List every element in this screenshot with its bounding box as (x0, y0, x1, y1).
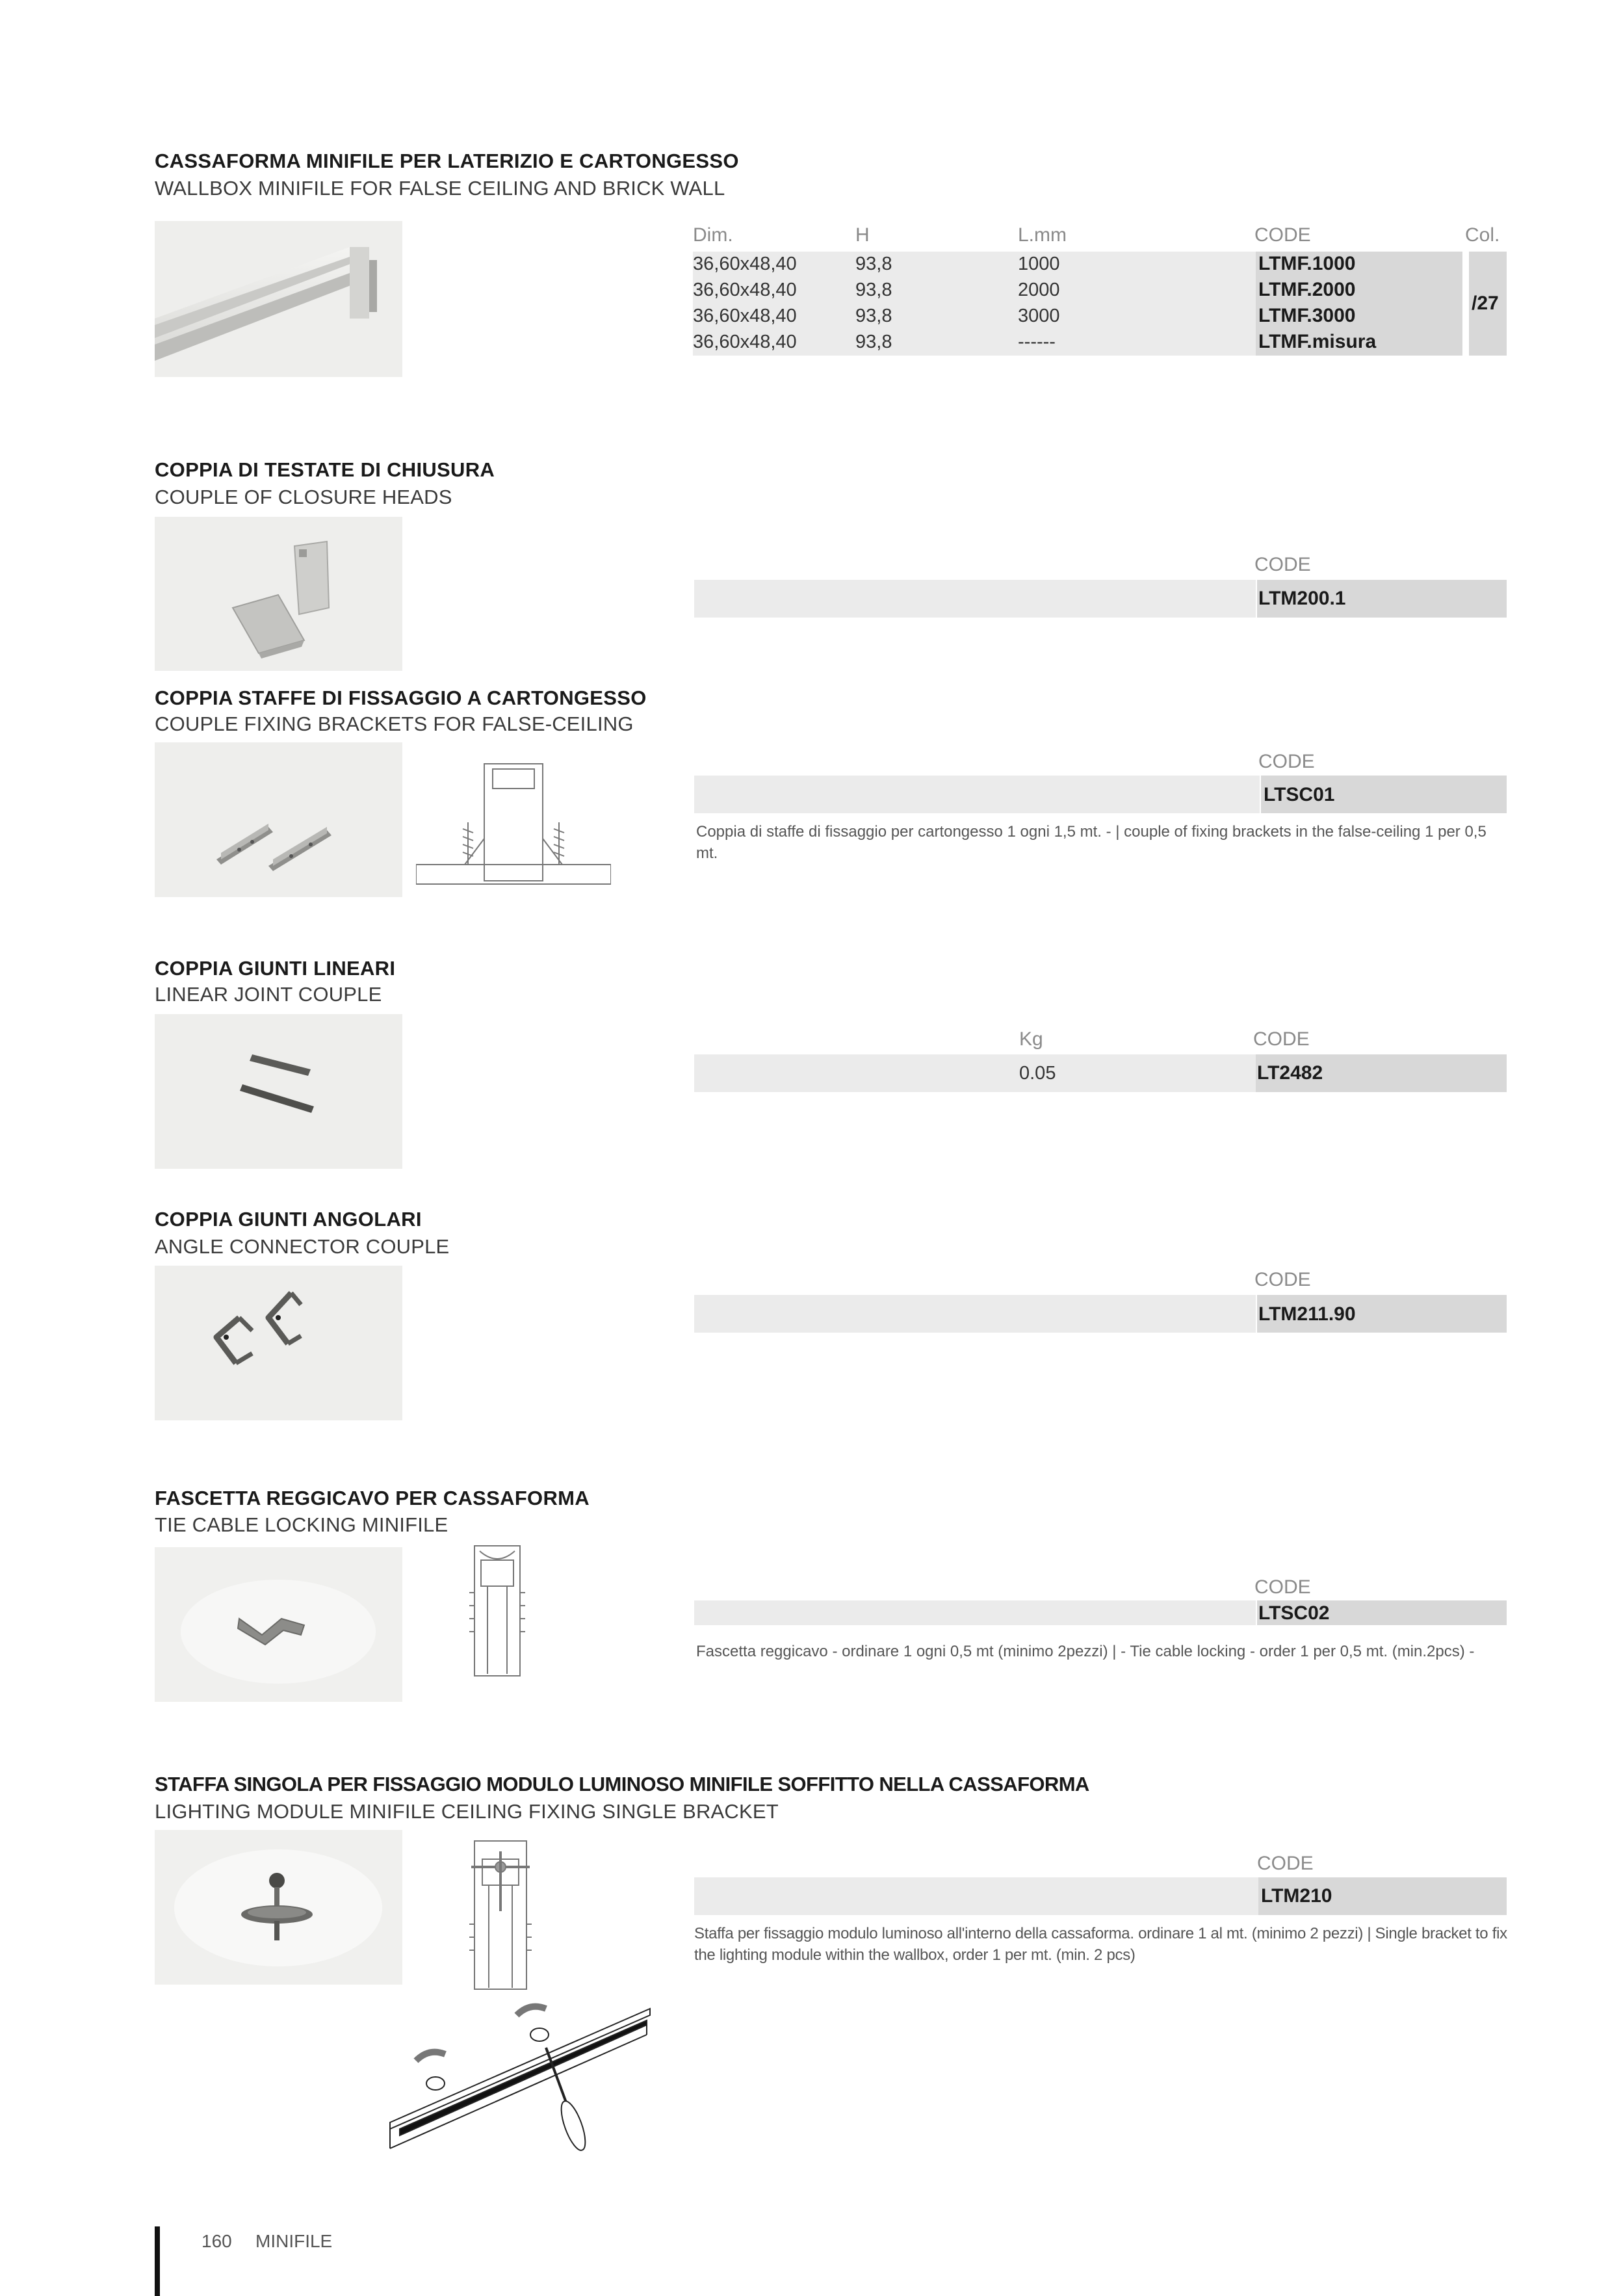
linear-joint-code-header: CODE (1253, 1028, 1310, 1050)
wallbox-row-dim: 36,60x48,40 (693, 306, 797, 326)
wallbox-row-l: ------ (1018, 332, 1056, 352)
wallbox-row-code: LTMF.misura (1258, 331, 1377, 352)
linear-joint-title: COPPIA GIUNTI LINEARI (155, 957, 396, 980)
linear-joint-kg: 0.05 (1019, 1063, 1056, 1084)
tie-cable-title: FASCETTA REGGICAVO PER CASSAFORMA (155, 1487, 590, 1509)
fixing-brackets-drawing (416, 757, 611, 887)
wallbox-row-code: LTMF.1000 (1258, 253, 1356, 274)
wallbox-row-h: 93,8 (855, 280, 892, 300)
single-bracket-installation-drawing (383, 1989, 656, 2165)
fixing-brackets-subtitle-clip (155, 712, 675, 734)
wallbox-subtitle: WALLBOX MINIFILE FOR FALSE CEILING AND BRICK WALL (155, 177, 725, 200)
footer-page-number: 160 (201, 2231, 232, 2251)
wallbox-row-l: 3000 (1018, 306, 1060, 326)
single-bracket-code-header: CODE (1257, 1853, 1314, 1874)
angle-joint-code-header: CODE (1254, 1269, 1311, 1290)
single-bracket-photo (155, 1830, 402, 1985)
wallbox-header-h: H (855, 224, 870, 246)
wallbox-row-h: 93,8 (855, 306, 892, 326)
tie-cable-description: Fascetta reggicavo - ordinare 1 ogni 0,5 mt (minimo 2pezzi) | - Tie cable locking - order 1 per 0,5 mt. (min.2pcs) - (696, 1643, 1475, 1660)
wallbox-row-dim: 36,60x48,40 (693, 280, 797, 300)
tie-cable-row-bg (694, 1600, 1256, 1625)
angle-joint-title: COPPIA GIUNTI ANGOLARI (155, 1208, 422, 1231)
wallbox-row-dim: 36,60x48,40 (693, 332, 797, 352)
closure-heads-row-bg (694, 580, 1256, 618)
single-bracket-title: STAFFA SINGOLA PER FISSAGGIO MODULO LUMINOSO MINIFILE SOFFITTO NELLA CASSAFORMA (155, 1773, 1089, 1795)
linear-joint-row-bg (694, 1054, 1256, 1092)
wallbox-row-h: 93,8 (855, 332, 892, 352)
tie-cable-drawing (448, 1541, 546, 1680)
wallbox-row-dim: 36,60x48,40 (693, 254, 797, 274)
fixing-brackets-code: LTSC01 (1264, 784, 1335, 805)
single-bracket-description: Staffa per fissaggio modulo luminoso all'interno della cassaforma. ordinare 1 al mt. (minimo 2 pezzi) | Single bracket to fix the lighting module within the wallbox, order 1 per mt. (min. 2 pcs) (694, 1925, 1507, 1964)
linear-joint-code: LT2482 (1257, 1062, 1323, 1084)
closure-heads-code-header: CODE (1254, 554, 1311, 575)
fixing-brackets-photo (155, 742, 402, 897)
tie-cable-photo (155, 1547, 402, 1702)
angle-joint-code: LTM211.90 (1258, 1303, 1356, 1325)
fixing-brackets-row-bg (694, 776, 1260, 813)
fixing-brackets-title: COPPIA STAFFE DI FISSAGGIO A CARTONGESSO (155, 686, 647, 709)
wallbox-photo (155, 221, 402, 377)
tie-cable-subtitle: TIE CABLE LOCKING MINIFILE (155, 1513, 448, 1536)
single-bracket-drawing (448, 1833, 559, 1992)
angle-joint-photo (155, 1266, 402, 1420)
wallbox-row-h: 93,8 (855, 254, 892, 274)
wallbox-header-l: L.mm (1018, 224, 1067, 246)
closure-heads-subtitle: COUPLE OF CLOSURE HEADS (155, 486, 452, 508)
wallbox-header-dim: Dim. (693, 224, 733, 246)
fixing-brackets-subtitle: COUPLE FIXING BRACKETS FOR FALSE-CEILING (155, 712, 634, 734)
footer-section: MINIFILE (255, 2231, 333, 2251)
footer-bar (155, 2226, 160, 2296)
linear-joint-kg-header: Kg (1019, 1028, 1043, 1050)
wallbox-row-code: LTMF.3000 (1258, 305, 1356, 326)
angle-joint-row-bg (694, 1295, 1256, 1333)
fixing-brackets-description: Coppia di staffe di fissaggio per cartongesso 1 ogni 1,5 mt. - | couple of fixing brackets in the false-ceiling 1 per 0,5 mt. (696, 823, 1487, 862)
linear-joint-photo (155, 1014, 402, 1169)
single-bracket-code: LTM210 (1261, 1885, 1332, 1907)
tie-cable-code-header: CODE (1254, 1576, 1311, 1598)
closure-heads-title: COPPIA DI TESTATE DI CHIUSURA (155, 458, 495, 481)
tie-cable-code: LTSC02 (1258, 1602, 1330, 1624)
linear-joint-subtitle: LINEAR JOINT COUPLE (155, 983, 382, 1006)
wallbox-row-l: 1000 (1018, 254, 1060, 274)
wallbox-title: CASSAFORMA MINIFILE PER LATERIZIO E CARTONGESSO (155, 150, 739, 172)
wallbox-row-code: LTMF.2000 (1258, 279, 1356, 300)
wallbox-col-value: /27 (1472, 293, 1499, 314)
single-bracket-row-bg (694, 1877, 1258, 1915)
wallbox-header-col: Col. (1465, 224, 1500, 246)
angle-joint-subtitle: ANGLE CONNECTOR COUPLE (155, 1235, 450, 1258)
wallbox-row-l: 2000 (1018, 280, 1060, 300)
closure-heads-photo (155, 517, 402, 671)
fixing-brackets-code-header: CODE (1258, 751, 1315, 772)
single-bracket-subtitle: LIGHTING MODULE MINIFILE CEILING FIXING SINGLE BRACKET (155, 1800, 779, 1823)
wallbox-header-code: CODE (1254, 224, 1311, 246)
closure-heads-code: LTM200.1 (1258, 588, 1346, 609)
